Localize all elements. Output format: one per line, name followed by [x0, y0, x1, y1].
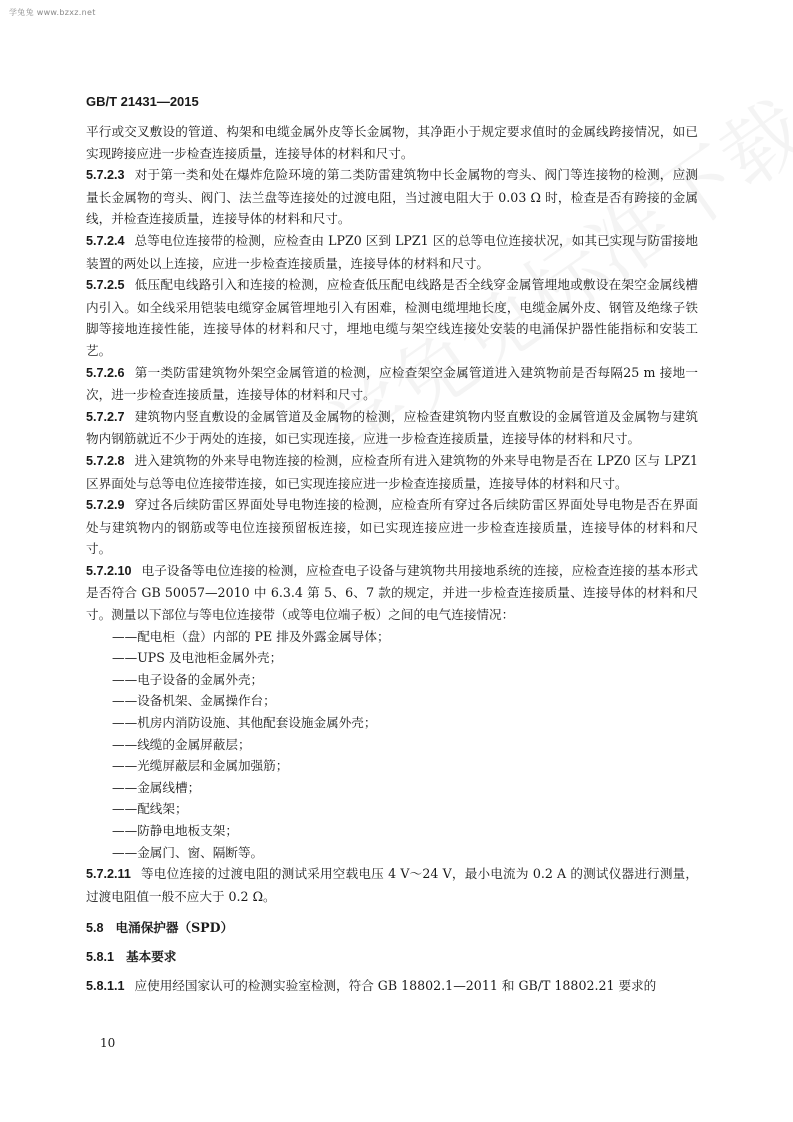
- clause-text: 第一类防雷建筑物外架空金属管道的检测，应检查架空金属管道进入建筑物前是否每隔25 m 接地一次，进一步检查连接质量，连接导体的材料和尺寸。: [86, 364, 698, 403]
- clause-text: 等电位连接的过渡电阻的测试采用空载电压 4 V～24 V，最小电流为 0.2 A 的测试仪器进行测量，过渡电阻值一般不应大于 0.2 Ω。: [86, 866, 698, 904]
- clause-5-8-1-1: [86, 975, 698, 998]
- list-item: ——电子设备的金属外壳；: [112, 671, 264, 687]
- list-item: ——机房内消防设施、其他配套设施金属外壳；: [112, 715, 377, 731]
- clause-text: 电子设备等电位连接的检测，应检查电子设备与建筑物共用接地系统的连接，应检查连接的基本形式是否符合 GB 50057—2010 中 6.3.4 第 5、6、7 款的规定，并进一步检查连接质量、连接导体的材料和尺寸。测量以下部位与等电位连接带（或等电位端子板）之间的电气连接情况：: [86, 562, 698, 623]
- standard-code-header: GB/T 21431—2015: [86, 94, 199, 109]
- clause-5-7-2-11: [86, 863, 698, 907]
- clause-5-7-2-3: [86, 164, 698, 230]
- clause-text: 低压配电线路引入和连接的检测，应检查低压配电线路是否全线穿金属管埋地或敷设在架空金属线槽内引入。如全线采用铠装电缆穿金属管埋地引入有困难，检测电缆埋地长度，电缆金属外皮、钢管及绝缘子铁脚等接地连接性能，连接导体的材料和尺寸，埋地电缆与架空线连接处安装的电涌保护器性能指标和安装工艺。: [86, 277, 698, 358]
- clause-5-7-2-6: [86, 362, 698, 406]
- section-title: 电涌保护器（SPD）: [115, 920, 234, 936]
- section-number: 5.8: [86, 921, 104, 936]
- document-body: [86, 121, 698, 997]
- clause-number: 5.7.2.7: [86, 409, 125, 424]
- clause-5-7-2-7: [86, 406, 698, 450]
- list-item: ——配电柜（盘）内部的 PE 排及外露金属导体；: [112, 628, 390, 644]
- clause-number: 5.7.2.8: [86, 453, 125, 468]
- site-watermark-text: 学兔兔 www.bzxz.net: [9, 8, 96, 17]
- list-item: ——金属线槽；: [112, 779, 201, 795]
- clause-5-7-2-9: [86, 494, 698, 560]
- clause-text: 应使用经国家认可的检测实验室检测，符合 GB 18802.1—2011 和 GB/T 18802.21 要求的: [134, 977, 657, 993]
- list-item: ——配线架；: [112, 801, 188, 817]
- clause-number: 5.7.2.5: [86, 278, 125, 293]
- clause-text: 建筑物内竖直敷设的金属管道及金属物的检测，应检查建筑物内竖直敷设的金属管道及金属物与建筑物内钢筋就近不少于两处的连接，如已实现连接，应进一步检查连接质量，连接导体的材料和尺寸。: [86, 408, 698, 447]
- section-number: 5.8.1: [86, 949, 115, 964]
- clause-number: 5.7.2.6: [86, 365, 125, 380]
- clause-text: 对于第一类和处在爆炸危险环境的第二类防雷建筑物中长金属物的弯头、阀门等连接物的检测，应测量长金属物的弯头、阀门、法兰盘等连接处的过渡电阻，当过渡电阻大于 0.03 Ω 时，检查是否有跨接的金属线，并检查连接质量，连接导体的材料和尺寸。: [86, 167, 698, 227]
- clause-number: 5.7.2.9: [86, 498, 125, 513]
- clause-number: 5.7.2.11: [86, 867, 131, 882]
- page-number: 10: [100, 1036, 116, 1050]
- list-item: ——防静电地板支架；: [112, 823, 238, 838]
- clause-number: 5.7.2.10: [86, 563, 132, 578]
- clause-number: 5.7.2.4: [86, 233, 125, 248]
- clause-5-7-2-10: [86, 560, 698, 626]
- clause-text: 进入建筑物的外来导电物连接的检测，应检查所有进入建筑物的外来导电物是否在 LPZ0 区与 LPZ1 区界面处与总等电位连接带连接，如已实现连接应进一步检查连接质量，连接导体的材料和尺寸。: [86, 452, 698, 491]
- section-title: 基本要求: [126, 948, 177, 964]
- list-item: ——UPS 及电池柜金属外壳；: [112, 650, 283, 666]
- clause-number: 5.8.1.1: [86, 978, 125, 993]
- list-item: ——设备机架、金属操作台；: [112, 693, 276, 709]
- list-item: ——线缆的金属屏蔽层；: [112, 736, 251, 752]
- section-heading-5-8: [86, 917, 698, 940]
- list-item: ——光缆屏蔽层和金属加强筋；: [112, 758, 289, 774]
- clause-5-7-2-4: [86, 230, 698, 274]
- clause-text: 总等电位连接带的检测，应检查由 LPZ0 区到 LPZ1 区的总等电位连接状况，如其已实现与防雷接地装置的两处以上连接，应进一步检查连接质量，连接导体的材料和尺寸。: [86, 232, 698, 271]
- section-heading-5-8-1: [86, 946, 698, 969]
- lead-paragraph: 平行或交叉敷设的管道、构架和电缆金属外皮等长金属物，其净距小于规定要求值时的金属线跨接情况，如已实现跨接应进一步检查连接质量，连接导体的材料和尺寸。: [86, 124, 698, 161]
- clause-number: 5.7.2.3: [86, 168, 125, 183]
- list-item: ——金属门、窗、隔断等。: [112, 844, 264, 860]
- clause-5-7-2-5: [86, 274, 698, 361]
- clause-text: 穿过各后续防雷区界面处导电物连接的检测，应检查所有穿过各后续防雷区界面处导电物是否在界面处与建筑物内的钢筋或等电位连接预留板连接，如已实现连接应进一步检查连接质量，连接导体的材料和尺寸。: [86, 497, 698, 557]
- clause-5-7-2-8: [86, 450, 698, 494]
- connection-point-list: [86, 626, 698, 864]
